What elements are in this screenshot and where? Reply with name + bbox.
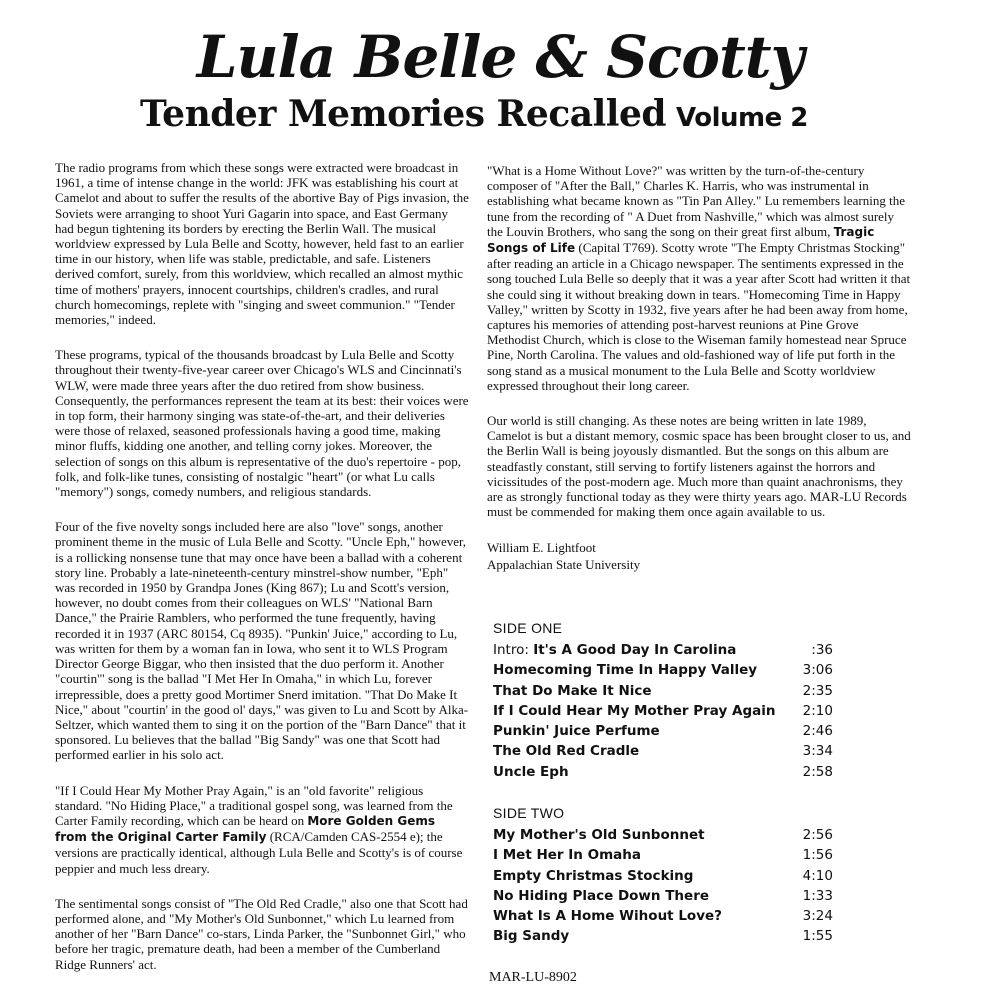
track-row [493, 660, 833, 680]
track-row [493, 825, 833, 845]
side-one-label: SIDE ONE [493, 620, 563, 636]
liner-paragraph-1: The radio programs from which these songs were extracted were broadcast in 1961, a time of intense change in the world: JFK was establishing his court at Camelot and about to suffer the results of the abortive Bay of Pigs invasion, the Soviets were arranging to shoot Yuri Gagarin into space, and East Germany had begun tightening its borders by erecting the Berlin Wall. The musical worldview expressed by Lula Belle and Scotty, however, held fast to an earlier time in our history, when life was stable, predictable, and safe. Listeners derived comfort, surely, from this worldview, which recalled an almost mythic time of mothers' prayers, innocent courtships, children's cradles, and rural church homecomings, replete with "singing and sweet communion." "Tender memories," indeed. [55, 160, 469, 328]
track-time: 2:56 [802, 827, 833, 843]
p4-text-b: (RCA/Camden CAS-2554 e); the versions are practically identical, although Lula Belle and Scotty's is of course peppier and much less dreary. [55, 829, 463, 876]
track-row [493, 741, 833, 761]
track-row [493, 926, 833, 946]
track-row [493, 640, 833, 660]
subtitle-text: Tender Memories Recalled [140, 93, 667, 135]
p6-album-title: Tragic Songs of Life [487, 224, 875, 256]
track-time: 1:33 [802, 887, 833, 904]
track-row [493, 866, 833, 886]
signature-block [487, 539, 912, 573]
track-time: 2:10 [802, 702, 833, 719]
track-title: No Hiding Place Down There [493, 887, 710, 904]
track-row [493, 886, 833, 906]
side-two-label: SIDE TWO [493, 805, 565, 821]
side-two-tracklist [493, 805, 833, 947]
liner-paragraph-7: Our world is still changing. As these notes are being written in late 1989, Camelot is but a distant memory, cosmic space has been brought closer to us, and the Berlin Wall is being joyously dismantled. But the songs on this album are steadfastly constant, still serving to fortify listeners against the horrors and vicissitudes of the post-modern age. Much more than quaint anachronisms, they are as strongly functional today as they were thirty years ago. MAR-LU Records must be commended for making them once again available to us. [487, 413, 911, 520]
track-title: Big Sandy [493, 928, 570, 945]
author-name: William E. Lightfoot [487, 540, 596, 556]
album-subtitle [140, 93, 808, 135]
track-title: Empty Christmas Stocking [493, 867, 694, 884]
liner-paragraph-2: These programs, typical of the thousands broadcast by Lula Belle and Scotty throughout their twenty-five-year career over Chicago's WLS and Cincinnati's WLW, were made three years after the duo retired from show business. Consequently, the performances represent the team at its best: their voices were in top form, their harmony singing was state-of-the-art, and their deliveries were those of relaxed, seasoned professionals having a good time, making minor fluffs, kidding one another, and telling corny jokes. Moreover, the selection of songs on this album is representative of the duo's repertoire - pop, folk, and folk-like tunes, consisting of nostalgic "heart" (or what Lu calls "memory") songs, comedy numbers, and religious standards. [55, 347, 469, 500]
author-affiliation: Appalachian State University [487, 557, 641, 573]
track-time: 2:58 [802, 763, 833, 780]
track-title: I Met Her In Omaha [493, 847, 641, 864]
track-title: Homecoming Time In Happy Valley [493, 662, 758, 679]
track-time: 2:35 [802, 682, 833, 699]
track-title: If I Could Hear My Mother Pray Again [493, 702, 776, 719]
track-time: 3:06 [802, 662, 833, 679]
track-title: What Is A Home Wihout Love? [493, 908, 722, 925]
track-title: Uncle Eph [493, 763, 569, 780]
p6-text-a: "What is a Home Without Love?" was written by the turn-of-the-century composer of "After the Ball," Charles K. Harris, who was instrumental in establishing what became known as "Tin Pan Alley." Lu remembers learning the tune from the recording of " A Duet from Nashville," which was almost surely the Louvin Brothers, who sang the song on their great first album, [487, 163, 905, 239]
album-title: Lula Belle & Scotty [196, 23, 804, 91]
track-time: :36 [811, 642, 833, 658]
track-time: 1:55 [802, 928, 833, 945]
track-title: The Old Red Cradle [493, 743, 640, 760]
track-title: My Mother's Old Sunbonnet [493, 827, 705, 843]
liner-paragraph-6 [487, 163, 912, 393]
track-time: 2:46 [802, 723, 833, 740]
track-row [493, 906, 833, 926]
track-time: 1:56 [802, 847, 833, 864]
p4-album-title: More Golden Gems from the Original Carter Family [55, 813, 436, 845]
track-title: That Do Make It Nice [493, 682, 652, 699]
track-row [493, 681, 833, 701]
p4-text-a: "If I Could Hear My Mother Pray Again," is an "old favorite" religious standard. "No Hiding Place," a traditional gospel song, was learned from the Carter Family recording, which can be heard on [55, 782, 453, 828]
catalog-number: MAR-LU-8902 [489, 970, 577, 985]
p6-text-b: (Capital T769). Scotty wrote "The Empty Christmas Stocking" after reading an article in a Chicago newspaper. The sentiments expressed in the song touched Lula Belle so deeply that it was a year after Scott had written it that she could sing it without breaking down in tears. "Homecoming Time in Happy Valley," written by Scotty in 1932, five years after he had been away from home, captures his memories of attending post-harvest reunions at Pine Grove Methodist Church, which is close to the Wiseman family homestead near Spruce Pine, North Carolina. The values and old-fashioned way of life put forth in the song stand as a musical monument to the Lula Belle and Scotty worldview expressed throughout their long career. [487, 240, 911, 393]
track-time: 3:34 [802, 743, 833, 760]
liner-notes-right-column [487, 163, 912, 573]
track-row [493, 721, 833, 741]
track-title-text: It's A Good Day In Carolina [533, 642, 737, 658]
liner-paragraph-4 [55, 783, 470, 876]
side-one-tracklist [493, 620, 833, 782]
liner-notes-left-column [55, 160, 470, 992]
volume-label: Volume 2 [676, 103, 808, 133]
track-title: Punkin' Juice Perfume [493, 723, 660, 740]
track-row [493, 845, 833, 865]
track-time: 4:10 [802, 867, 833, 884]
intro-prefix: Intro: [493, 642, 534, 658]
liner-paragraph-5: The sentimental songs consist of "The Old Red Cradle," also one that Scott had performed alone, and "My Mother's Old Sunbonnet," which Lu learned from another of her "Barn Dance" co-stars, Linda Parker, the "Sunbonnet Girl," who before her tragic, premature death, had been a member of the Cumberland Ridge Runners' act. [55, 895, 468, 972]
track-title [493, 640, 736, 660]
track-row [493, 701, 833, 721]
track-time: 3:24 [802, 908, 833, 925]
track-row [493, 762, 833, 782]
liner-paragraph-3: Four of the five novelty songs included here are also "love" songs, another prominent theme in the music of Lula Belle and Scotty. "Uncle Eph," however, is a rollicking nonsense tune that may once have been a ballad with a coherent story line. Probably a late-nineteenth-century minstrel-show number, "Eph" was recorded in 1950 by Grandpa Jones (King 867); Lu and Scott's version, however, no doubt comes from their colleagues on WLS' "National Barn Dance," the Prairie Ramblers, who performed the tune frequently, having recorded it in 1937 (ARC 80154, Cq 8935). "Punkin' Juice," according to Lu, was written for them by a woman fan in Iowa, who sent it to WLS Program Director George Biggar, who then insisted that the duo perform it. Another "courtin'" song is the ballad "I Met Her In Omaha," in which Lu, forever irrepressible, does a pretty good Mortimer Snerd imitation. "That Do Make It Nice," about "courtin' in the good ol' days," was given to Lu and Scott by Alka-Seltzer, which wanted them to sing it on the portion of the "Barn Dance" that it sponsored. Lu believes that the ballad "Big Sandy" was one that Scott had performed earlier in his solo act. [55, 519, 469, 763]
